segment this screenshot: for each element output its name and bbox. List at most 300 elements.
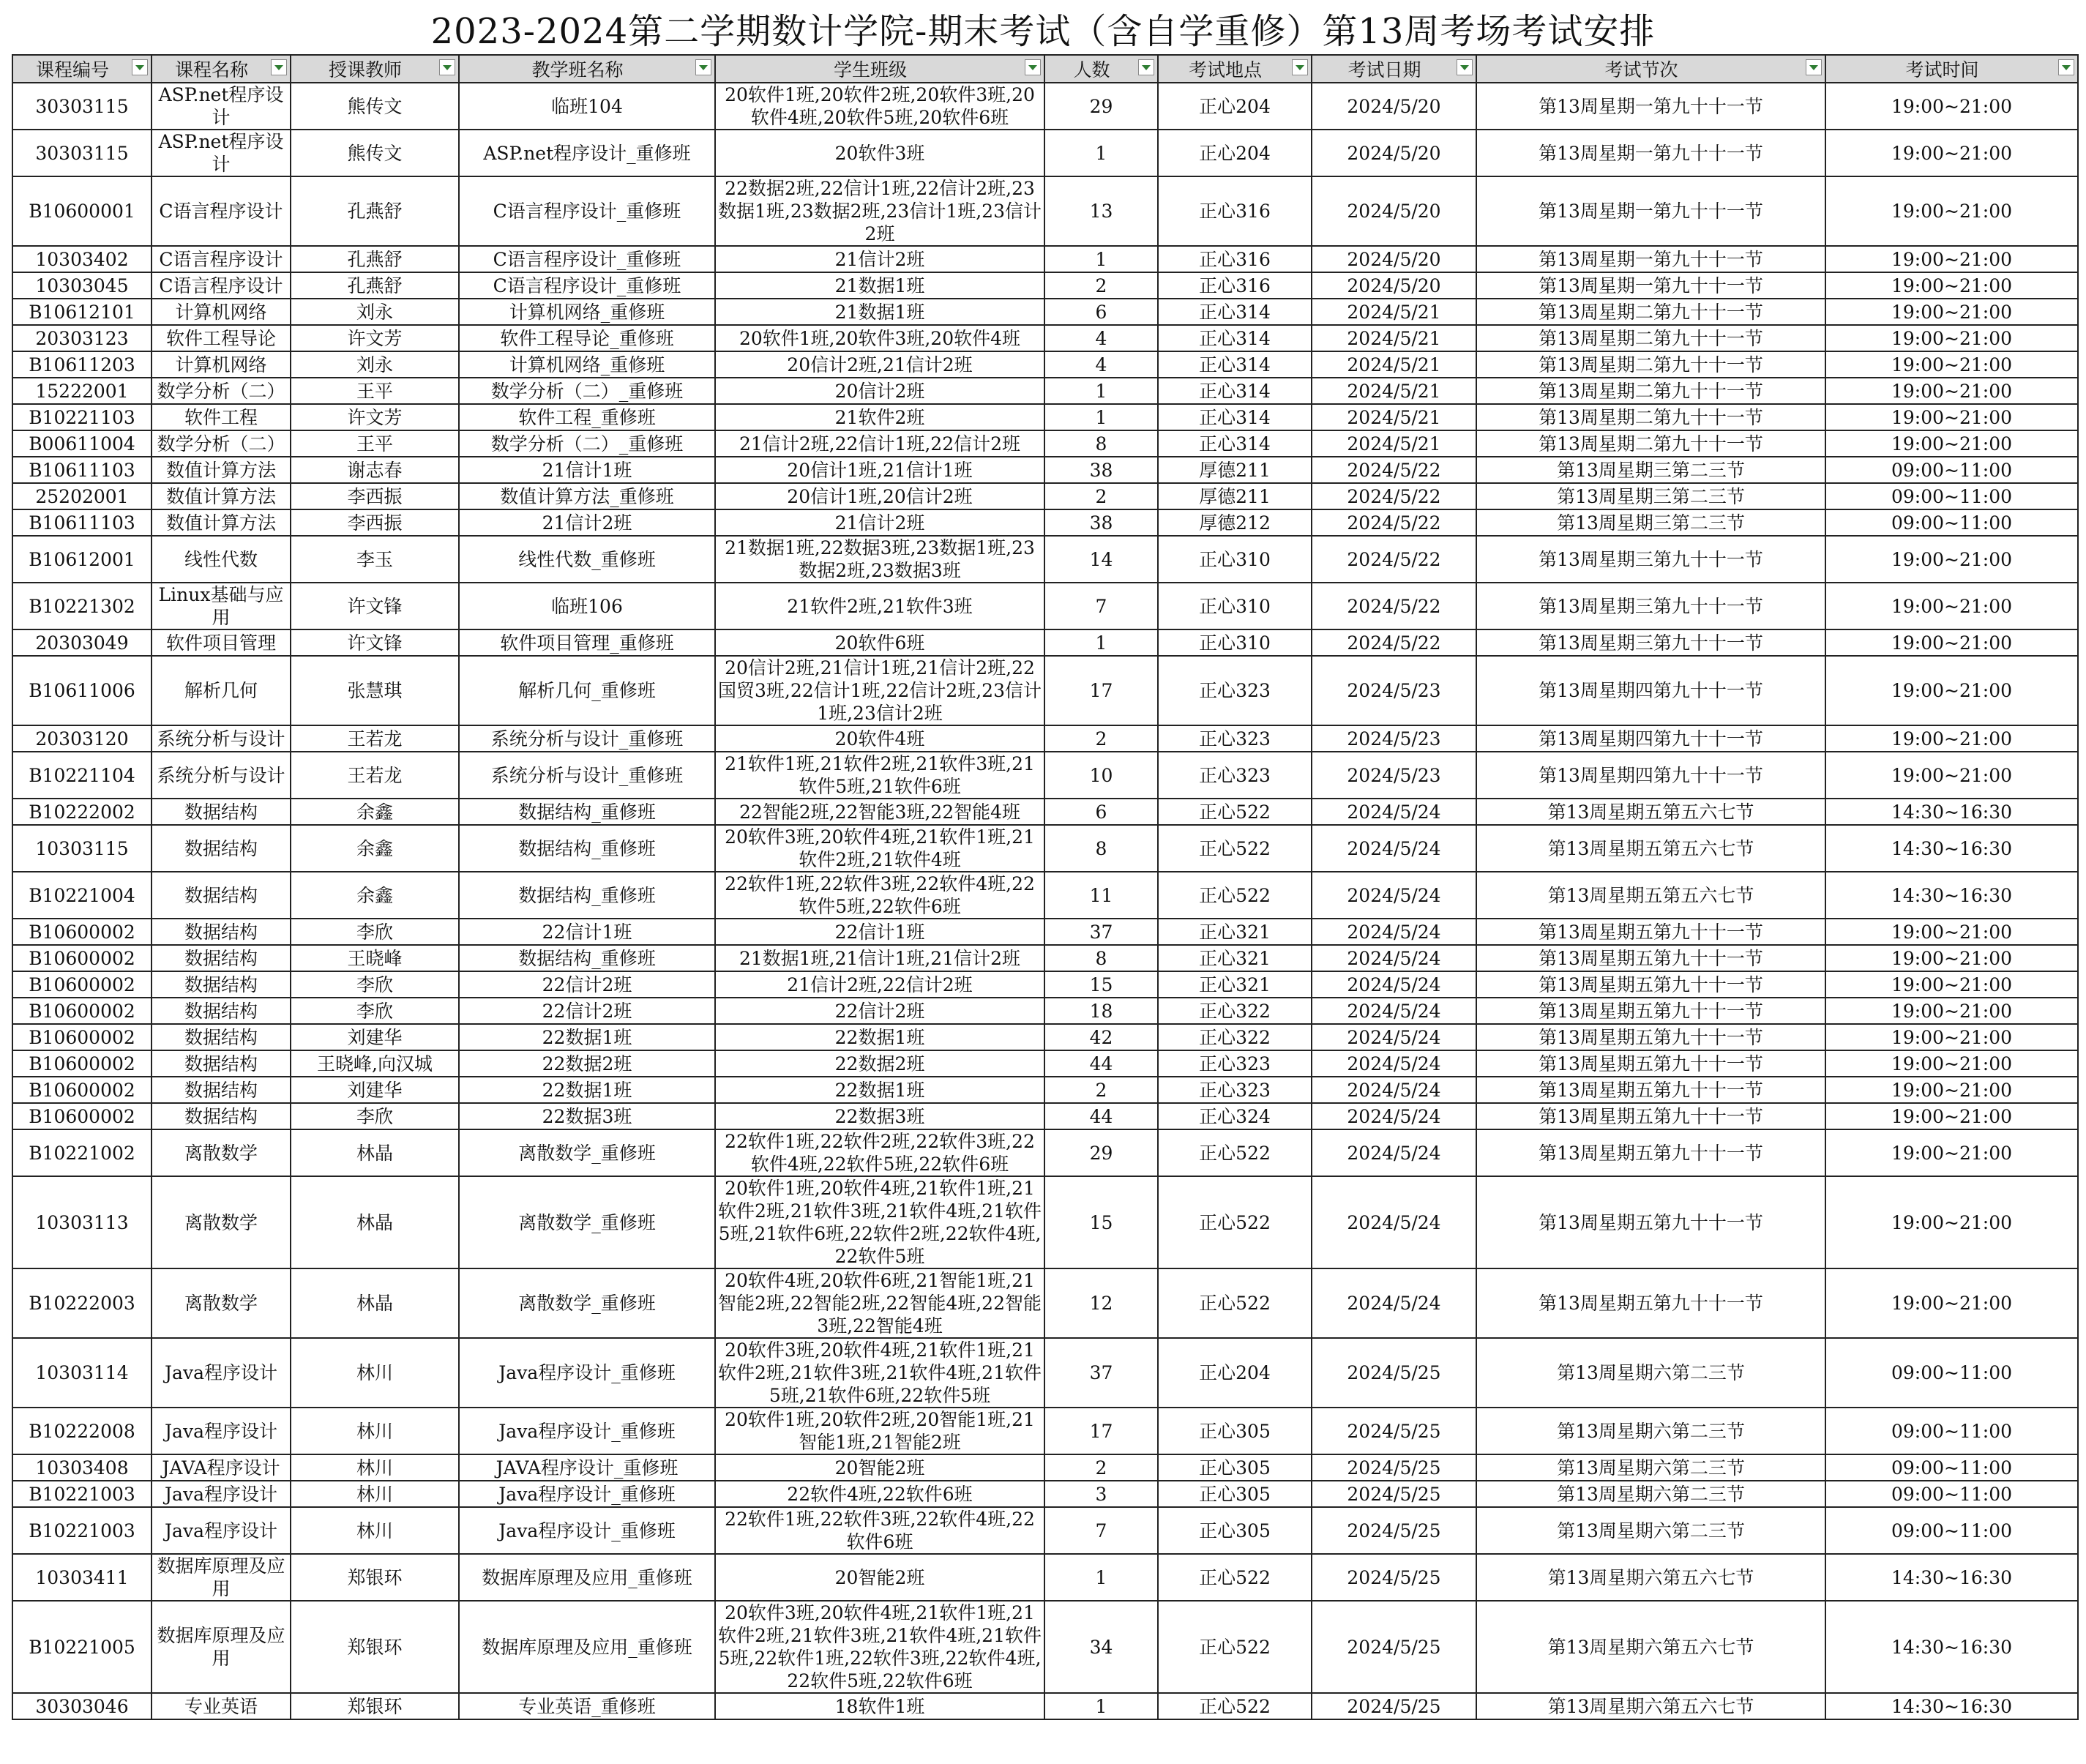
cell-exam-date[interactable]: 2024/5/21 [1312,378,1476,404]
cell-student-count[interactable]: 37 [1044,1338,1158,1408]
cell-course-code[interactable]: B10600001 [12,176,152,246]
cell-exam-location[interactable]: 正心204 [1158,1338,1312,1408]
cell-teaching-class[interactable]: 22数据3班 [459,1103,715,1129]
cell-exam-location[interactable]: 正心321 [1158,971,1312,998]
cell-teaching-class[interactable]: 22信计1班 [459,919,715,945]
cell-exam-location[interactable]: 正心324 [1158,1103,1312,1129]
cell-course-code[interactable]: 30303046 [12,1693,152,1719]
cell-exam-period[interactable]: 第13周星期一第九十十一节 [1476,83,1825,130]
cell-exam-date[interactable]: 2024/5/22 [1312,483,1476,509]
cell-teacher[interactable]: 李欣 [291,998,459,1024]
cell-teaching-class[interactable]: 22数据1班 [459,1077,715,1103]
cell-exam-time[interactable]: 19:00~21:00 [1825,998,2078,1024]
cell-exam-location[interactable]: 厚德211 [1158,483,1312,509]
cell-exam-date[interactable]: 2024/5/21 [1312,299,1476,325]
cell-exam-location[interactable]: 正心314 [1158,325,1312,351]
cell-course-name[interactable]: 离散数学 [152,1268,291,1338]
cell-exam-location[interactable]: 厚德211 [1158,457,1312,483]
cell-student-classes[interactable]: 22数据3班 [715,1103,1044,1129]
cell-teaching-class[interactable]: Java程序设计_重修班 [459,1507,715,1554]
cell-exam-time[interactable]: 19:00~21:00 [1825,583,2078,629]
cell-student-count[interactable]: 17 [1044,656,1158,725]
cell-course-code[interactable]: B10611103 [12,457,152,483]
cell-student-count[interactable]: 6 [1044,299,1158,325]
cell-course-code[interactable]: B10221103 [12,404,152,430]
cell-student-classes[interactable]: 21软件1班,21软件2班,21软件3班,21软件5班,21软件6班 [715,752,1044,799]
cell-student-count[interactable]: 15 [1044,971,1158,998]
cell-course-name[interactable]: ASP.net程序设计 [152,130,291,176]
cell-student-classes[interactable]: 20信计2班,21信计1班,21信计2班,22国贸3班,22信计1班,22信计2班,23信计1班,23信计2班 [715,656,1044,725]
cell-course-name[interactable]: Java程序设计 [152,1408,291,1454]
cell-exam-location[interactable]: 正心316 [1158,176,1312,246]
cell-student-count[interactable]: 11 [1044,872,1158,919]
cell-course-code[interactable]: B10600002 [12,945,152,971]
cell-teacher[interactable]: 刘建华 [291,1077,459,1103]
cell-teacher[interactable]: 林晶 [291,1268,459,1338]
cell-exam-time[interactable]: 19:00~21:00 [1825,1024,2078,1050]
cell-exam-period[interactable]: 第13周星期五第五六七节 [1476,825,1825,872]
cell-exam-time[interactable]: 09:00~11:00 [1825,1408,2078,1454]
cell-student-count[interactable]: 37 [1044,919,1158,945]
cell-teaching-class[interactable]: 离散数学_重修班 [459,1176,715,1268]
cell-exam-location[interactable]: 正心522 [1158,825,1312,872]
cell-course-code[interactable]: B10611006 [12,656,152,725]
cell-student-count[interactable]: 14 [1044,536,1158,583]
cell-teacher[interactable]: 林川 [291,1507,459,1554]
cell-exam-period[interactable]: 第13周星期五第九十十一节 [1476,971,1825,998]
cell-exam-date[interactable]: 2024/5/21 [1312,430,1476,457]
cell-course-name[interactable]: 数据结构 [152,1103,291,1129]
cell-course-code[interactable]: B10612101 [12,299,152,325]
cell-exam-date[interactable]: 2024/5/22 [1312,583,1476,629]
cell-exam-period[interactable]: 第13周星期一第九十十一节 [1476,246,1825,272]
cell-teacher[interactable]: 熊传文 [291,130,459,176]
cell-teaching-class[interactable]: C语言程序设计_重修班 [459,246,715,272]
cell-student-count[interactable]: 1 [1044,1554,1158,1601]
cell-student-classes[interactable]: 21数据1班,21信计1班,21信计2班 [715,945,1044,971]
cell-exam-time[interactable]: 19:00~21:00 [1825,656,2078,725]
cell-exam-location[interactable]: 正心322 [1158,1024,1312,1050]
cell-exam-location[interactable]: 正心321 [1158,945,1312,971]
cell-teaching-class[interactable]: 数据结构_重修班 [459,799,715,825]
cell-teacher[interactable]: 孔燕舒 [291,176,459,246]
filter-dropdown-icon[interactable] [1138,59,1154,75]
cell-exam-location[interactable]: 正心323 [1158,1050,1312,1077]
cell-student-count[interactable]: 8 [1044,825,1158,872]
cell-exam-time[interactable]: 19:00~21:00 [1825,1268,2078,1338]
cell-student-classes[interactable]: 22信计1班 [715,919,1044,945]
cell-student-classes[interactable]: 20软件3班 [715,130,1044,176]
cell-course-name[interactable]: 数据结构 [152,919,291,945]
cell-exam-period[interactable]: 第13周星期一第九十十一节 [1476,272,1825,299]
cell-course-code[interactable]: B10600002 [12,971,152,998]
cell-course-name[interactable]: Java程序设计 [152,1338,291,1408]
cell-teaching-class[interactable]: 22数据1班 [459,1024,715,1050]
cell-exam-location[interactable]: 正心310 [1158,629,1312,656]
cell-exam-date[interactable]: 2024/5/21 [1312,351,1476,378]
cell-exam-location[interactable]: 正心322 [1158,998,1312,1024]
cell-student-count[interactable]: 38 [1044,509,1158,536]
cell-exam-location[interactable]: 正心310 [1158,583,1312,629]
cell-teacher[interactable]: 孔燕舒 [291,246,459,272]
cell-course-code[interactable]: B10600002 [12,1077,152,1103]
cell-teaching-class[interactable]: Java程序设计_重修班 [459,1338,715,1408]
cell-course-code[interactable]: 20303120 [12,725,152,752]
cell-teacher[interactable]: 余鑫 [291,799,459,825]
cell-exam-date[interactable]: 2024/5/24 [1312,998,1476,1024]
cell-student-count[interactable]: 13 [1044,176,1158,246]
cell-exam-location[interactable]: 正心323 [1158,656,1312,725]
cell-teacher[interactable]: 郑银环 [291,1693,459,1719]
cell-exam-period[interactable]: 第13周星期五第九十十一节 [1476,1077,1825,1103]
cell-exam-time[interactable]: 19:00~21:00 [1825,83,2078,130]
cell-course-code[interactable]: B10600002 [12,919,152,945]
cell-exam-date[interactable]: 2024/5/20 [1312,83,1476,130]
cell-teaching-class[interactable]: 数据库原理及应用_重修班 [459,1554,715,1601]
cell-student-count[interactable]: 8 [1044,945,1158,971]
cell-exam-location[interactable]: 正心522 [1158,1268,1312,1338]
cell-teaching-class[interactable]: JAVA程序设计_重修班 [459,1454,715,1481]
cell-teaching-class[interactable]: 21信计2班 [459,509,715,536]
cell-course-code[interactable]: B10221003 [12,1481,152,1507]
cell-teaching-class[interactable]: 线性代数_重修班 [459,536,715,583]
cell-teacher[interactable]: 许文锋 [291,629,459,656]
cell-student-count[interactable]: 29 [1044,1129,1158,1176]
cell-exam-time[interactable]: 19:00~21:00 [1825,1103,2078,1129]
cell-exam-time[interactable]: 09:00~11:00 [1825,509,2078,536]
cell-teaching-class[interactable]: 临班106 [459,583,715,629]
cell-exam-date[interactable]: 2024/5/24 [1312,1024,1476,1050]
cell-teaching-class[interactable]: 解析几何_重修班 [459,656,715,725]
cell-exam-period[interactable]: 第13周星期一第九十十一节 [1476,176,1825,246]
cell-exam-location[interactable]: 正心310 [1158,536,1312,583]
cell-exam-date[interactable]: 2024/5/22 [1312,457,1476,483]
cell-course-name[interactable]: 专业英语 [152,1693,291,1719]
cell-course-code[interactable]: B10600002 [12,1050,152,1077]
cell-exam-location[interactable]: 正心316 [1158,272,1312,299]
cell-student-classes[interactable]: 22软件1班,22软件3班,22软件4班,22软件5班,22软件6班 [715,872,1044,919]
cell-course-name[interactable]: 数据结构 [152,1077,291,1103]
cell-exam-location[interactable]: 正心305 [1158,1408,1312,1454]
cell-exam-date[interactable]: 2024/5/24 [1312,799,1476,825]
cell-exam-location[interactable]: 正心204 [1158,130,1312,176]
cell-teaching-class[interactable]: 离散数学_重修班 [459,1129,715,1176]
cell-exam-date[interactable]: 2024/5/24 [1312,1077,1476,1103]
cell-teacher[interactable]: 李欣 [291,919,459,945]
cell-student-classes[interactable]: 20智能2班 [715,1554,1044,1601]
cell-exam-location[interactable]: 正心314 [1158,378,1312,404]
cell-course-code[interactable]: 30303115 [12,130,152,176]
cell-exam-location[interactable]: 正心522 [1158,1601,1312,1693]
cell-student-count[interactable]: 1 [1044,130,1158,176]
cell-course-code[interactable]: 10303402 [12,246,152,272]
cell-student-count[interactable]: 1 [1044,629,1158,656]
cell-exam-date[interactable]: 2024/5/20 [1312,176,1476,246]
cell-exam-time[interactable]: 09:00~11:00 [1825,457,2078,483]
cell-student-classes[interactable]: 20信计2班,21信计2班 [715,351,1044,378]
cell-exam-date[interactable]: 2024/5/25 [1312,1601,1476,1693]
cell-course-code[interactable]: 10303114 [12,1338,152,1408]
cell-course-code[interactable]: B10222008 [12,1408,152,1454]
cell-teacher[interactable]: 王若龙 [291,752,459,799]
cell-exam-date[interactable]: 2024/5/24 [1312,872,1476,919]
cell-exam-date[interactable]: 2024/5/24 [1312,945,1476,971]
cell-teaching-class[interactable]: C语言程序设计_重修班 [459,272,715,299]
cell-exam-time[interactable]: 19:00~21:00 [1825,1129,2078,1176]
cell-exam-time[interactable]: 09:00~11:00 [1825,1507,2078,1554]
cell-student-classes[interactable]: 20信计1班,21信计1班 [715,457,1044,483]
cell-exam-date[interactable]: 2024/5/24 [1312,1176,1476,1268]
cell-exam-time[interactable]: 19:00~21:00 [1825,629,2078,656]
cell-course-code[interactable]: 10303115 [12,825,152,872]
cell-exam-time[interactable]: 09:00~11:00 [1825,1481,2078,1507]
cell-course-code[interactable]: B10600002 [12,1103,152,1129]
cell-exam-location[interactable]: 正心323 [1158,1077,1312,1103]
cell-student-count[interactable]: 12 [1044,1268,1158,1338]
cell-exam-time[interactable]: 19:00~21:00 [1825,325,2078,351]
cell-course-name[interactable]: 数据结构 [152,945,291,971]
cell-exam-period[interactable]: 第13周星期四第九十十一节 [1476,656,1825,725]
cell-course-name[interactable]: 数学分析（二） [152,430,291,457]
cell-exam-period[interactable]: 第13周星期六第二三节 [1476,1507,1825,1554]
cell-teaching-class[interactable]: 专业英语_重修班 [459,1693,715,1719]
cell-teacher[interactable]: 林川 [291,1454,459,1481]
cell-teacher[interactable]: 王晓峰 [291,945,459,971]
cell-exam-date[interactable]: 2024/5/25 [1312,1554,1476,1601]
cell-course-name[interactable]: Linux基础与应用 [152,583,291,629]
cell-teaching-class[interactable]: 21信计1班 [459,457,715,483]
cell-exam-period[interactable]: 第13周星期一第九十十一节 [1476,130,1825,176]
cell-teaching-class[interactable]: 软件工程_重修班 [459,404,715,430]
cell-exam-location[interactable]: 正心522 [1158,1554,1312,1601]
cell-course-name[interactable]: 数值计算方法 [152,483,291,509]
cell-course-name[interactable]: C语言程序设计 [152,246,291,272]
cell-course-code[interactable]: 20303049 [12,629,152,656]
cell-student-classes[interactable]: 22数据1班 [715,1077,1044,1103]
cell-course-code[interactable]: 10303113 [12,1176,152,1268]
cell-student-count[interactable]: 8 [1044,430,1158,457]
cell-student-classes[interactable]: 21信计2班 [715,509,1044,536]
cell-exam-time[interactable]: 09:00~11:00 [1825,1338,2078,1408]
cell-student-count[interactable]: 7 [1044,1507,1158,1554]
filter-dropdown-icon[interactable] [1025,59,1041,75]
cell-exam-period[interactable]: 第13周星期六第二三节 [1476,1454,1825,1481]
cell-student-count[interactable]: 2 [1044,1077,1158,1103]
cell-student-count[interactable]: 1 [1044,404,1158,430]
cell-course-name[interactable]: C语言程序设计 [152,176,291,246]
cell-course-name[interactable]: 软件项目管理 [152,629,291,656]
cell-exam-period[interactable]: 第13周星期六第五六七节 [1476,1554,1825,1601]
cell-exam-period[interactable]: 第13周星期六第二三节 [1476,1408,1825,1454]
cell-student-classes[interactable]: 22数据2班 [715,1050,1044,1077]
cell-student-classes[interactable]: 20软件4班 [715,725,1044,752]
cell-course-code[interactable]: B10600002 [12,1024,152,1050]
cell-course-code[interactable]: 10303045 [12,272,152,299]
cell-exam-time[interactable]: 19:00~21:00 [1825,378,2078,404]
cell-course-code[interactable]: B10221104 [12,752,152,799]
cell-exam-location[interactable]: 正心314 [1158,404,1312,430]
cell-teaching-class[interactable]: 22数据2班 [459,1050,715,1077]
cell-exam-time[interactable]: 14:30~16:30 [1825,1693,2078,1719]
cell-student-classes[interactable]: 22数据2班,22信计1班,22信计2班,23数据1班,23数据2班,23信计1班,23信计2班 [715,176,1044,246]
cell-student-classes[interactable]: 22软件1班,22软件2班,22软件3班,22软件4班,22软件5班,22软件6班 [715,1129,1044,1176]
cell-exam-time[interactable]: 19:00~21:00 [1825,176,2078,246]
filter-dropdown-icon[interactable] [132,59,148,75]
cell-course-code[interactable]: 10303408 [12,1454,152,1481]
cell-exam-period[interactable]: 第13周星期三第二三节 [1476,483,1825,509]
cell-exam-time[interactable]: 14:30~16:30 [1825,1601,2078,1693]
cell-teaching-class[interactable]: 计算机网络_重修班 [459,299,715,325]
cell-student-classes[interactable]: 20软件3班,20软件4班,21软件1班,21软件2班,21软件3班,21软件4班,21软件5班,21软件6班,22软件5班 [715,1338,1044,1408]
cell-teacher[interactable]: 李西振 [291,483,459,509]
cell-student-classes[interactable]: 20软件1班,20软件2班,20智能1班,21智能1班,21智能2班 [715,1408,1044,1454]
cell-course-code[interactable]: B10221002 [12,1129,152,1176]
cell-course-name[interactable]: 数据结构 [152,1050,291,1077]
cell-exam-date[interactable]: 2024/5/25 [1312,1454,1476,1481]
cell-exam-period[interactable]: 第13周星期五第九十十一节 [1476,1050,1825,1077]
cell-course-code[interactable]: B00611004 [12,430,152,457]
cell-exam-date[interactable]: 2024/5/22 [1312,509,1476,536]
cell-exam-period[interactable]: 第13周星期五第九十十一节 [1476,945,1825,971]
cell-exam-period[interactable]: 第13周星期六第五六七节 [1476,1693,1825,1719]
cell-student-count[interactable]: 2 [1044,1454,1158,1481]
cell-exam-time[interactable]: 19:00~21:00 [1825,430,2078,457]
cell-teacher[interactable]: 刘建华 [291,1024,459,1050]
cell-teacher[interactable]: 王若龙 [291,725,459,752]
cell-exam-time[interactable]: 19:00~21:00 [1825,351,2078,378]
cell-exam-period[interactable]: 第13周星期三第九十十一节 [1476,583,1825,629]
cell-course-name[interactable]: 软件工程 [152,404,291,430]
cell-student-classes[interactable]: 21软件2班,21软件3班 [715,583,1044,629]
cell-exam-date[interactable]: 2024/5/24 [1312,919,1476,945]
cell-student-classes[interactable]: 20软件3班,20软件4班,21软件1班,21软件2班,21软件4班 [715,825,1044,872]
cell-exam-date[interactable]: 2024/5/21 [1312,325,1476,351]
cell-student-count[interactable]: 34 [1044,1601,1158,1693]
cell-course-code[interactable]: 30303115 [12,83,152,130]
cell-student-classes[interactable]: 21信计2班,22信计1班,22信计2班 [715,430,1044,457]
cell-exam-time[interactable]: 19:00~21:00 [1825,246,2078,272]
cell-student-count[interactable]: 2 [1044,272,1158,299]
cell-exam-date[interactable]: 2024/5/25 [1312,1481,1476,1507]
cell-student-classes[interactable]: 22信计2班 [715,998,1044,1024]
cell-student-count[interactable]: 2 [1044,483,1158,509]
cell-course-name[interactable]: 解析几何 [152,656,291,725]
cell-exam-location[interactable]: 正心204 [1158,83,1312,130]
cell-teacher[interactable]: 郑银环 [291,1601,459,1693]
cell-course-name[interactable]: C语言程序设计 [152,272,291,299]
cell-student-classes[interactable]: 20智能2班 [715,1454,1044,1481]
cell-course-name[interactable]: 离散数学 [152,1176,291,1268]
cell-teaching-class[interactable]: 临班104 [459,83,715,130]
filter-dropdown-icon[interactable] [1806,59,1822,75]
cell-teacher[interactable]: 余鑫 [291,872,459,919]
cell-student-classes[interactable]: 21软件2班 [715,404,1044,430]
cell-course-code[interactable]: 25202001 [12,483,152,509]
cell-student-classes[interactable]: 20软件3班,20软件4班,21软件1班,21软件2班,21软件3班,21软件4班,21软件5班,22软件1班,22软件3班,22软件4班,22软件5班,22软件6班 [715,1601,1044,1693]
filter-dropdown-icon[interactable] [1292,59,1308,75]
cell-course-code[interactable]: B10221005 [12,1601,152,1693]
filter-dropdown-icon[interactable] [695,59,711,75]
cell-exam-period[interactable]: 第13周星期四第九十十一节 [1476,752,1825,799]
cell-course-name[interactable]: 离散数学 [152,1129,291,1176]
cell-teaching-class[interactable]: ASP.net程序设计_重修班 [459,130,715,176]
cell-exam-date[interactable]: 2024/5/24 [1312,1129,1476,1176]
cell-exam-date[interactable]: 2024/5/20 [1312,272,1476,299]
cell-teacher[interactable]: 许文芳 [291,325,459,351]
cell-exam-location[interactable]: 正心522 [1158,799,1312,825]
cell-exam-date[interactable]: 2024/5/23 [1312,725,1476,752]
cell-exam-location[interactable]: 正心314 [1158,351,1312,378]
cell-exam-period[interactable]: 第13周星期五第九十十一节 [1476,1129,1825,1176]
cell-exam-period[interactable]: 第13周星期六第二三节 [1476,1481,1825,1507]
cell-teaching-class[interactable]: 22信计2班 [459,971,715,998]
cell-exam-time[interactable]: 19:00~21:00 [1825,272,2078,299]
cell-exam-period[interactable]: 第13周星期六第五六七节 [1476,1601,1825,1693]
cell-exam-date[interactable]: 2024/5/23 [1312,752,1476,799]
cell-student-classes[interactable]: 20软件1班,20软件3班,20软件4班 [715,325,1044,351]
cell-teacher[interactable]: 林晶 [291,1176,459,1268]
filter-dropdown-icon[interactable] [1457,59,1473,75]
cell-student-classes[interactable]: 21数据1班,22数据3班,23数据1班,23数据2班,23数据3班 [715,536,1044,583]
cell-student-classes[interactable]: 20软件6班 [715,629,1044,656]
cell-student-classes[interactable]: 22智能2班,22智能3班,22智能4班 [715,799,1044,825]
cell-exam-date[interactable]: 2024/5/22 [1312,536,1476,583]
cell-student-classes[interactable]: 20信计2班 [715,378,1044,404]
cell-exam-period[interactable]: 第13周星期二第九十十一节 [1476,404,1825,430]
cell-teaching-class[interactable]: 数据结构_重修班 [459,872,715,919]
cell-teacher[interactable]: 刘永 [291,299,459,325]
filter-dropdown-icon[interactable] [439,59,455,75]
cell-course-code[interactable]: B10221302 [12,583,152,629]
cell-student-count[interactable]: 18 [1044,998,1158,1024]
cell-course-code[interactable]: B10221004 [12,872,152,919]
cell-exam-time[interactable]: 19:00~21:00 [1825,725,2078,752]
cell-student-classes[interactable]: 22软件4班,22软件6班 [715,1481,1044,1507]
cell-student-count[interactable]: 7 [1044,583,1158,629]
cell-course-name[interactable]: 数据库原理及应用 [152,1554,291,1601]
cell-exam-period[interactable]: 第13周星期三第九十十一节 [1476,536,1825,583]
cell-teacher[interactable]: 刘永 [291,351,459,378]
cell-exam-time[interactable]: 19:00~21:00 [1825,1077,2078,1103]
cell-student-count[interactable]: 10 [1044,752,1158,799]
cell-course-name[interactable]: 数据结构 [152,799,291,825]
cell-teaching-class[interactable]: Java程序设计_重修班 [459,1408,715,1454]
cell-teaching-class[interactable]: 数据结构_重修班 [459,825,715,872]
cell-teacher[interactable]: 孔燕舒 [291,272,459,299]
cell-exam-location[interactable]: 正心522 [1158,1129,1312,1176]
cell-student-count[interactable]: 42 [1044,1024,1158,1050]
cell-course-code[interactable]: 15222001 [12,378,152,404]
cell-exam-period[interactable]: 第13周星期五第九十十一节 [1476,1103,1825,1129]
cell-exam-period[interactable]: 第13周星期三第九十十一节 [1476,629,1825,656]
cell-exam-location[interactable]: 正心305 [1158,1481,1312,1507]
cell-exam-location[interactable]: 正心314 [1158,430,1312,457]
cell-exam-date[interactable]: 2024/5/25 [1312,1693,1476,1719]
cell-teaching-class[interactable]: 数学分析（二）_重修班 [459,430,715,457]
cell-exam-time[interactable]: 19:00~21:00 [1825,1176,2078,1268]
cell-teaching-class[interactable]: 数值计算方法_重修班 [459,483,715,509]
cell-teacher[interactable]: 谢志春 [291,457,459,483]
cell-course-name[interactable]: 数据库原理及应用 [152,1601,291,1693]
cell-teacher[interactable]: 许文芳 [291,404,459,430]
cell-student-classes[interactable]: 22数据1班 [715,1024,1044,1050]
cell-exam-date[interactable]: 2024/5/24 [1312,825,1476,872]
cell-teacher[interactable]: 王平 [291,378,459,404]
cell-exam-date[interactable]: 2024/5/22 [1312,629,1476,656]
cell-student-count[interactable]: 1 [1044,378,1158,404]
cell-teacher[interactable]: 王平 [291,430,459,457]
cell-teacher[interactable]: 李西振 [291,509,459,536]
